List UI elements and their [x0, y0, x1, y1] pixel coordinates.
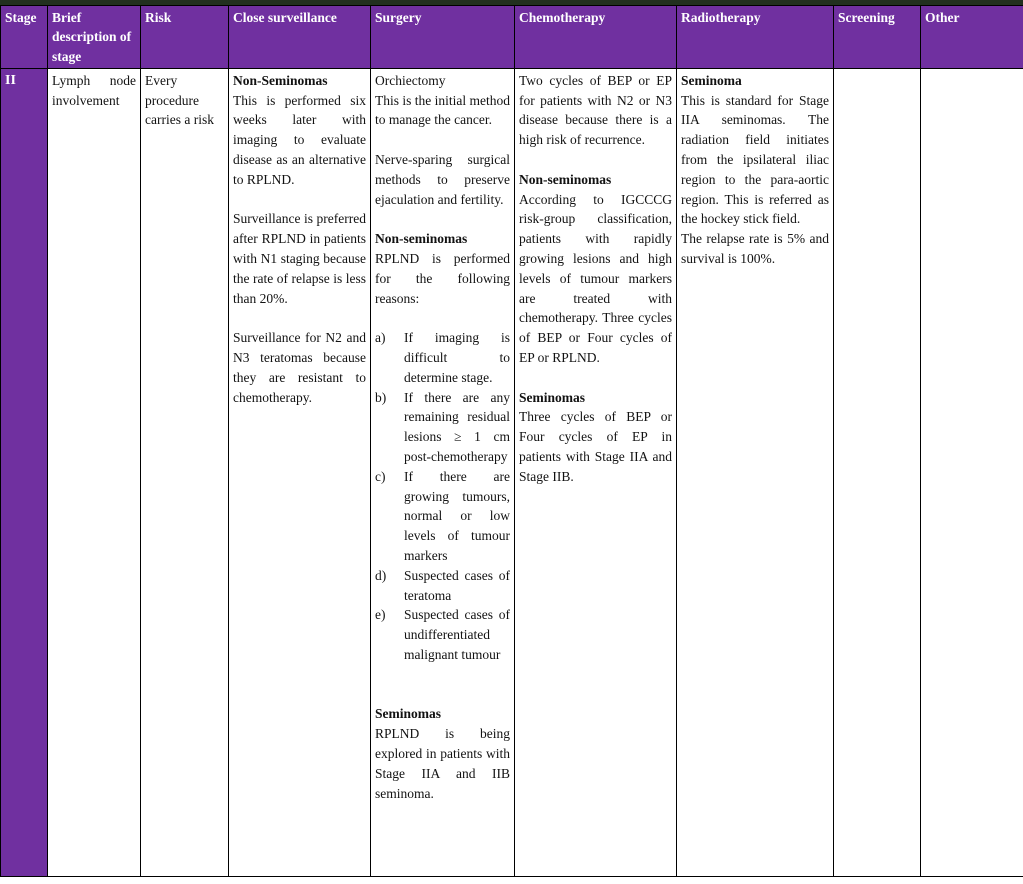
cell-radiotherapy: Seminoma This is standard for Stage IIA seminomas. The radiation field initiates from the ipsilateral iliac region to the para-aortic region. This is referred as the hockey stick field. The relapse rate is 5% and survival is 100%.: [677, 68, 834, 876]
col-header-surgery: Surgery: [371, 6, 515, 69]
cell-brief-description: Lymph node involvement: [48, 68, 141, 876]
cell-screening: [834, 68, 921, 876]
cell-risk: Every procedure carries a risk: [141, 68, 229, 876]
col-header-stage: Stage: [1, 6, 48, 69]
cell-other: [921, 68, 1023, 876]
cell-stage: II: [1, 68, 48, 876]
col-header-brief-description: Brief description of stage: [48, 6, 141, 69]
col-header-chemotherapy: Chemotherapy: [515, 6, 677, 69]
cell-chemotherapy: Two cycles of BEP or EP for patients with N2 or N3 disease because there is a high risk of recurrence. Non-seminomas According to IGCCCG risk-group classification, patients with rapidly growing lesions and high levels of tumour markers are treated with chemotherapy. Three cycles of BEP or Four cycles of EP or RPLND. Seminomas Three cycles of BEP or Four cycles of EP in patients with Stage IIA and Stage IIB.: [515, 68, 677, 876]
col-header-screening: Screening: [834, 6, 921, 69]
cell-surgery: Orchiectomy This is the initial method to manage the cancer. Nerve-sparing surgical methods to preserve ejaculation and fertility. Non-seminomas RPLND is performed for the following reasons: a) If imaging is difficult to determine stage. b) If there are any remaining residual lesions ≥ 1 cm post-chemotherapy c) If there are growing tumours, normal or low levels of tumour markers d) Suspected cases of teratoma e) Suspected cases of undifferentiated malignant tumour Seminomas RPLND is being explored in patients with Stage IIA and IIB seminoma.: [371, 68, 515, 876]
stage-ii-row: [1, 68, 1023, 876]
header-row: [1, 6, 1023, 69]
col-header-close-surveillance: Close surveillance: [229, 6, 371, 69]
cell-close-surveillance: Non-Seminomas This is performed six weeks later with imaging to evaluate disease as an alternative to RPLND. Surveillance is preferred after RPLND in patients with N1 staging because the rate of relapse is less than 20%. Surveillance for N2 and N3 teratomas because they are resistant to chemotherapy.: [229, 68, 371, 876]
col-header-risk: Risk: [141, 6, 229, 69]
col-header-other: Other: [921, 6, 1023, 69]
stage-ii-treatment-table: [0, 5, 1023, 877]
col-header-radiotherapy: Radiotherapy: [677, 6, 834, 69]
